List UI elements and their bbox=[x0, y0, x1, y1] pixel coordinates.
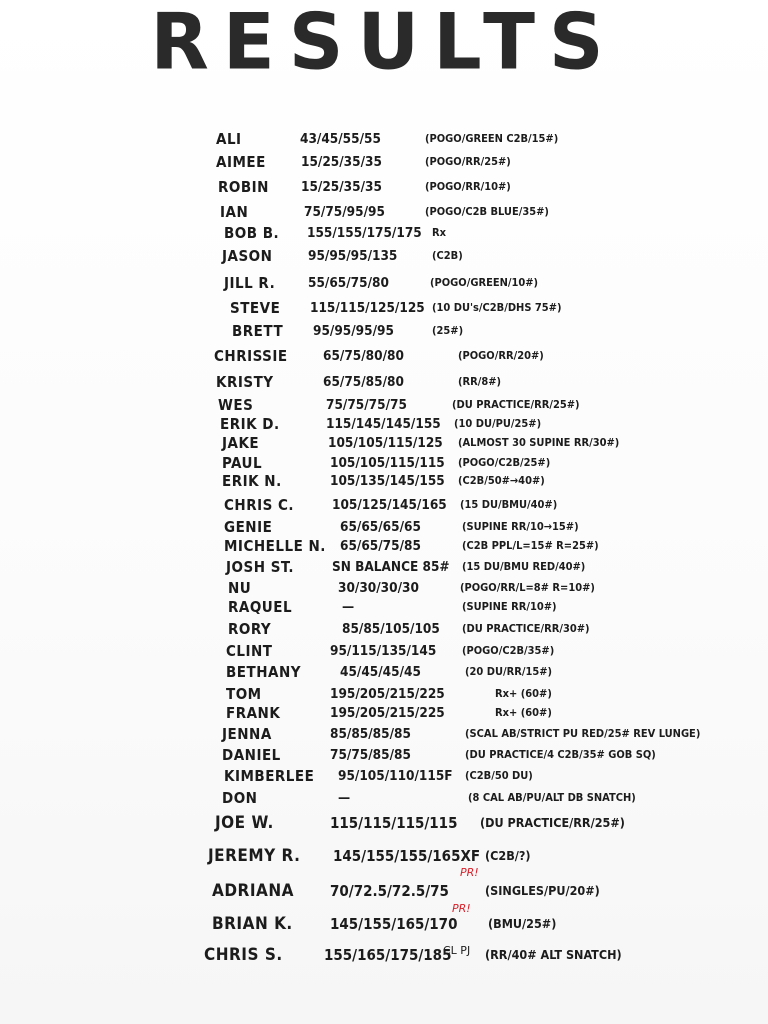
scaling-note: (C2B/50 DU) bbox=[465, 769, 533, 782]
scaling-note: (SUPINE RR/10→15#) bbox=[462, 520, 579, 533]
lift-mark: CL PJ bbox=[443, 944, 471, 957]
weights-value: 145/155/165/170 bbox=[330, 915, 458, 933]
weights-value: 155/155/175/175 bbox=[307, 225, 422, 241]
scaling-note: (POGO/RR/L=8# R=10#) bbox=[460, 581, 595, 594]
athlete-name: KIMBERLEE bbox=[224, 767, 315, 785]
weights-value: 85/85/85/85 bbox=[330, 726, 411, 742]
athlete-name: JENNA bbox=[222, 725, 272, 743]
result-row-josh-st bbox=[0, 556, 768, 578]
scaling-note: (C2B) bbox=[432, 249, 463, 262]
athlete-name: JOE W. bbox=[215, 813, 274, 833]
weights-value: 15/25/35/35 bbox=[301, 179, 382, 195]
athlete-name: BOB B. bbox=[224, 224, 280, 242]
athlete-name: JASON bbox=[222, 247, 273, 265]
scaling-note: (SUPINE RR/10#) bbox=[462, 600, 557, 613]
scaling-note: (POGO/C2B/35#) bbox=[462, 644, 555, 657]
page-title: RESULTS bbox=[150, 0, 618, 87]
scaling-note: (8 CAL AB/PU/ALT DB SNATCH) bbox=[468, 791, 636, 804]
athlete-name: DON bbox=[222, 789, 258, 807]
scaling-note: (POGO/RR/20#) bbox=[458, 349, 544, 362]
result-row-don bbox=[0, 787, 768, 809]
scaling-note: (10 DU's/C2B/DHS 75#) bbox=[432, 301, 562, 314]
result-row-adriana bbox=[0, 880, 768, 902]
scaling-note: (15 DU/BMU RED/40#) bbox=[462, 560, 586, 573]
result-row-bob-b bbox=[0, 222, 768, 244]
weights-value: 75/75/85/85 bbox=[330, 747, 411, 763]
athlete-name: ERIK N. bbox=[222, 472, 282, 490]
athlete-name: KRISTY bbox=[216, 373, 274, 391]
result-row-kimberlee bbox=[0, 765, 768, 787]
athlete-name: ALI bbox=[216, 130, 242, 148]
scaling-note: (25#) bbox=[432, 324, 464, 337]
result-row-michelle-n bbox=[0, 535, 768, 557]
result-row-daniel bbox=[0, 744, 768, 766]
scaling-note: (BMU/25#) bbox=[488, 916, 557, 931]
scaling-note: (C2B PPL/L=15# R=25#) bbox=[462, 539, 599, 552]
weights-value: 95/105/110/115F bbox=[338, 768, 453, 784]
scaling-note: (RR/40# ALT SNATCH) bbox=[485, 947, 622, 962]
scaling-note: (POGO/GREEN/10#) bbox=[430, 276, 539, 289]
weights-value: 105/105/115/115 bbox=[330, 455, 445, 471]
result-row-jeremy-r bbox=[0, 845, 768, 867]
result-row-chrissie bbox=[0, 345, 768, 367]
weights-value: 115/115/125/125 bbox=[310, 300, 425, 316]
scaling-note: (DU PRACTICE/RR/25#) bbox=[480, 815, 625, 830]
athlete-name: JILL R. bbox=[224, 274, 276, 292]
weights-value: 105/105/115/125 bbox=[328, 435, 443, 451]
weights-value: SN BALANCE 85# bbox=[332, 559, 450, 575]
athlete-name: BRIAN K. bbox=[212, 914, 293, 934]
weights-value: 75/75/75/75 bbox=[326, 397, 407, 413]
pr-mark: PR! bbox=[452, 902, 471, 915]
scaling-note: (POGO/RR/25#) bbox=[425, 155, 511, 168]
athlete-name: AIMEE bbox=[216, 153, 266, 171]
scaling-note: Rx+ (60#) bbox=[495, 687, 552, 700]
athlete-name: DANIEL bbox=[222, 746, 281, 764]
weights-value: 65/75/85/80 bbox=[323, 374, 404, 390]
result-row-ian bbox=[0, 201, 768, 223]
pr-mark: PR! bbox=[460, 866, 479, 879]
athlete-name: CHRIS C. bbox=[224, 496, 295, 514]
weights-value: 195/205/215/225 bbox=[330, 686, 445, 702]
weights-value: 95/95/95/95 bbox=[313, 323, 394, 339]
weights-value: 65/65/75/85 bbox=[340, 538, 421, 554]
athlete-name: JEREMY R. bbox=[208, 846, 301, 866]
athlete-name: JOSH ST. bbox=[226, 558, 294, 576]
athlete-name: RAQUEL bbox=[228, 598, 293, 616]
athlete-name: FRANK bbox=[226, 704, 281, 722]
weights-value: 105/125/145/165 bbox=[332, 497, 447, 513]
weights-value: 95/95/95/135 bbox=[308, 248, 398, 264]
weights-value: 195/205/215/225 bbox=[330, 705, 445, 721]
scaling-note: (DU PRACTICE/RR/30#) bbox=[462, 622, 590, 635]
athlete-name: CLINT bbox=[226, 642, 273, 660]
athlete-name: ROBIN bbox=[218, 178, 269, 196]
weights-value: 115/145/145/155 bbox=[326, 416, 441, 432]
athlete-name: WES bbox=[218, 396, 254, 414]
weights-value: — bbox=[338, 790, 351, 806]
weights-value: 65/65/65/65 bbox=[340, 519, 421, 535]
result-row-chris-s bbox=[0, 944, 768, 966]
athlete-name: STEVE bbox=[230, 299, 281, 317]
result-row-brett bbox=[0, 320, 768, 342]
result-row-bethany bbox=[0, 661, 768, 683]
weights-value: 95/115/135/145 bbox=[330, 643, 437, 659]
athlete-name: GENIE bbox=[224, 518, 273, 536]
athlete-name: CHRISSIE bbox=[214, 347, 288, 365]
scaling-note: (POGO/GREEN C2B/15#) bbox=[425, 132, 559, 145]
result-row-rory bbox=[0, 618, 768, 640]
result-row-jason bbox=[0, 245, 768, 267]
weights-value: 85/85/105/105 bbox=[342, 621, 440, 637]
scaling-note: (10 DU/PU/25#) bbox=[454, 417, 542, 430]
weights-value: 70/72.5/72.5/75 bbox=[330, 882, 449, 900]
weights-value: 45/45/45/45 bbox=[340, 664, 421, 680]
athlete-name: TOM bbox=[226, 685, 262, 703]
athlete-name: ADRIANA bbox=[212, 881, 294, 901]
result-row-jenna bbox=[0, 723, 768, 745]
athlete-name: NU bbox=[228, 579, 252, 597]
scaling-note: (15 DU/BMU/40#) bbox=[460, 498, 558, 511]
result-row-aimee bbox=[0, 151, 768, 173]
athlete-name: BRETT bbox=[232, 322, 284, 340]
weights-value: 43/45/55/55 bbox=[300, 131, 381, 147]
athlete-name: MICHELLE N. bbox=[224, 537, 326, 555]
result-row-ali bbox=[0, 128, 768, 150]
weights-value: 15/25/35/35 bbox=[301, 154, 382, 170]
weights-value: 65/75/80/80 bbox=[323, 348, 404, 364]
scaling-note: Rx+ (60#) bbox=[495, 706, 552, 719]
athlete-name: ERIK D. bbox=[220, 415, 280, 433]
scaling-note: (SCAL AB/STRICT PU RED/25# REV LUNGE) bbox=[465, 727, 701, 740]
weights-value: 155/165/175/185 bbox=[324, 946, 452, 964]
result-row-jill-r bbox=[0, 272, 768, 294]
result-row-brian-k bbox=[0, 913, 768, 935]
result-row-erik-n bbox=[0, 470, 768, 492]
result-row-raquel bbox=[0, 596, 768, 618]
scaling-note: (DU PRACTICE/4 C2B/35# GOB SQ) bbox=[465, 748, 656, 761]
scaling-note: (20 DU/RR/15#) bbox=[465, 665, 553, 678]
scaling-note: (POGO/C2B BLUE/35#) bbox=[425, 205, 549, 218]
weights-value: 105/135/145/155 bbox=[330, 473, 445, 489]
weights-value: 115/115/115/115 bbox=[330, 814, 458, 832]
scaling-note: (C2B/?) bbox=[485, 848, 531, 863]
result-row-kristy bbox=[0, 371, 768, 393]
scaling-note: (POGO/RR/10#) bbox=[425, 180, 511, 193]
scaling-note: (RR/8#) bbox=[458, 375, 502, 388]
result-row-steve bbox=[0, 297, 768, 319]
result-row-jake bbox=[0, 432, 768, 454]
athlete-name: PAUL bbox=[222, 454, 263, 472]
weights-value: — bbox=[342, 599, 355, 615]
weights-value: 30/30/30/30 bbox=[338, 580, 419, 596]
result-row-chris-c bbox=[0, 494, 768, 516]
scaling-note: Rx bbox=[432, 226, 447, 239]
result-row-robin bbox=[0, 176, 768, 198]
scaling-note: (C2B/50#→40#) bbox=[458, 474, 545, 487]
result-row-frank bbox=[0, 702, 768, 724]
athlete-name: JAKE bbox=[222, 434, 260, 452]
athlete-name: CHRIS S. bbox=[204, 945, 283, 965]
scaling-note: (POGO/C2B/25#) bbox=[458, 456, 551, 469]
weights-value: 145/155/155/165XF bbox=[333, 847, 481, 865]
scaling-note: (SINGLES/PU/20#) bbox=[485, 883, 600, 898]
scaling-note: (DU PRACTICE/RR/25#) bbox=[452, 398, 580, 411]
result-row-joe-w bbox=[0, 812, 768, 834]
weights-value: 55/65/75/80 bbox=[308, 275, 389, 291]
scaling-note: (ALMOST 30 SUPINE RR/30#) bbox=[458, 436, 620, 449]
athlete-name: BETHANY bbox=[226, 663, 302, 681]
athlete-name: IAN bbox=[220, 203, 249, 221]
result-row-clint bbox=[0, 640, 768, 662]
athlete-name: RORY bbox=[228, 620, 272, 638]
weights-value: 75/75/95/95 bbox=[304, 204, 385, 220]
